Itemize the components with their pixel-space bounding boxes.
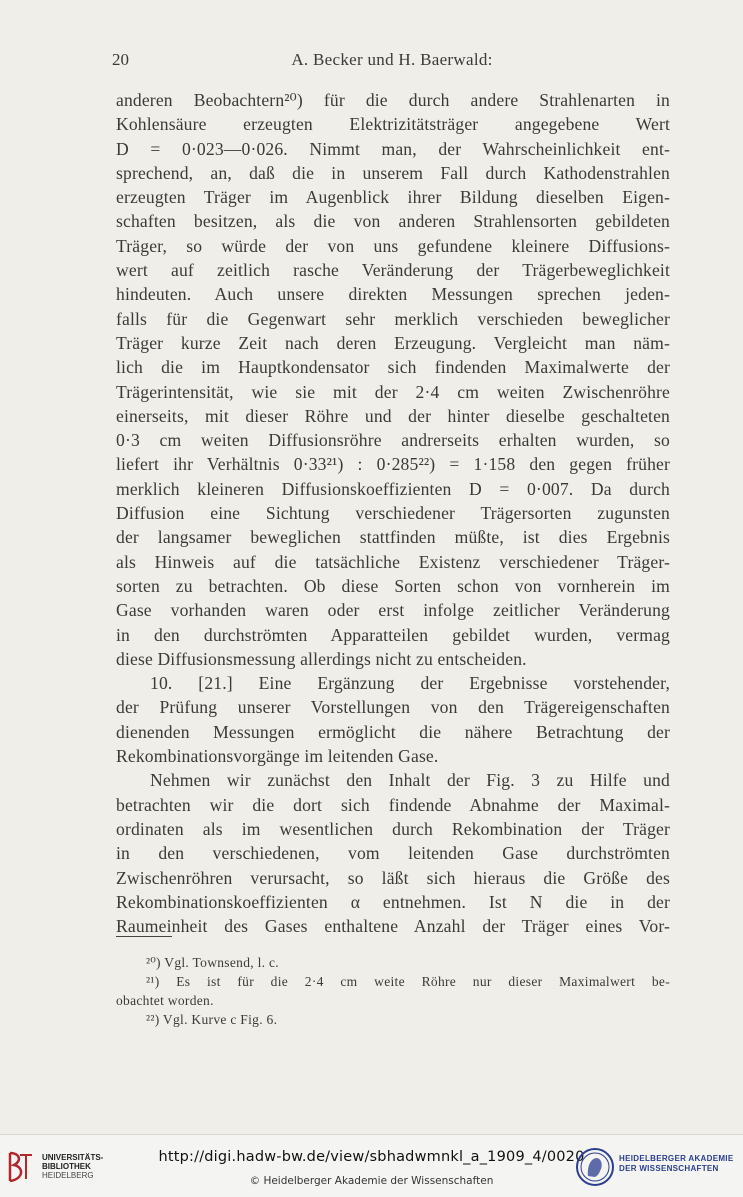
text-line: dienenden Messungen ermöglicht die nähere Betrachtung der <box>116 721 670 742</box>
text-line: der Prüfung unserer Vorstellungen von den Trägereigenschaften <box>116 697 670 718</box>
text-line: Gase vorhanden waren oder erst infolge zeitlicher Veränderung <box>116 600 670 621</box>
hadw-logo-text: HEIDELBERGER AKADEMIE DER WISSENSCHAFTEN <box>619 1154 734 1173</box>
text-line: sorten zu betrachten. Ob diese Sorten schon von vornherein im <box>116 575 670 596</box>
text-line: hindeuten. Auch unsere direkten Messungen sprechen jeden- <box>116 284 670 305</box>
text-line: lich die im Hauptkondensator sich findenden Maximalwerte der <box>116 357 670 378</box>
body-text <box>116 88 670 938</box>
text-line: anderen Beobachtern²⁰) für die durch andere Strahlenarten in <box>116 90 670 110</box>
footnote-20: ²⁰) Vgl. Townsend, l. c. <box>146 955 279 970</box>
footnotes <box>116 953 670 1029</box>
text-line: in den verschiedenen, vom leitenden Gase durchströmten <box>116 843 670 864</box>
text-line: in den durchströmten Apparatteilen gebildet wurden, vermag <box>116 624 670 645</box>
footnote-21: ²¹) Es ist für die 2·4 cm weite Röhre nur dieser Maximalwert be- <box>146 974 670 989</box>
text-line: sprechend, an, daß die in unserem Fall durch Kathodenstrahlen <box>116 162 670 183</box>
permalink-url[interactable]: http://digi.hadw-bw.de/view/sbhadwmnkl_a_1909_4/0020 <box>158 1149 585 1165</box>
footnote-21-continued: obachtet worden. <box>116 993 214 1008</box>
text-line: falls für die Gegenwart sehr merklich verschieden beweglicher <box>116 308 670 329</box>
text-line: merklich kleineren Diffusionskoeffizienten D = 0·007. Da durch <box>116 478 670 499</box>
text-line: liefert ihr Verhältnis 0·33²¹) : 0·285²²) = 1·158 den gegen früher <box>116 454 670 475</box>
text-line: Zwischenröhren verursacht, so läßt sich hieraus die Größe des <box>116 867 670 888</box>
footnote-divider <box>116 936 172 937</box>
text-line: Diffusion eine Sichtung verschiedener Trägersorten zugunsten <box>116 503 670 524</box>
text-line: schaften besitzen, als die von anderen Strahlensorten gebildeten <box>116 211 670 232</box>
text-line: einerseits, mit dieser Röhre und der hinter dieselbe geschalteten <box>116 405 670 426</box>
text-line: als Hinweis auf die tatsächliche Existenz verschiedener Träger- <box>116 551 670 572</box>
text-line: Trägerintensität, wie sie mit der 2·4 cm weiten Zwischenröhre <box>116 381 670 402</box>
running-head-title: A. Becker und H. Baerwald: <box>291 50 493 69</box>
page-number: 20 <box>112 50 129 69</box>
section-heading-line: 10. [21.] Eine Ergänzung der Ergebnisse vorstehender, <box>150 673 670 694</box>
text-line: betrachten wir die dort sich findende Abnahme der Maximal- <box>116 794 670 815</box>
text-line: erzeugten Träger im Augenblick ihrer Bildung dieselben Eigen- <box>116 187 670 208</box>
text-line: Rekombinationsvorgänge im leitenden Gase. <box>116 746 439 767</box>
text-line: Träger kurze Zeit nach deren Erzeugung. Vergleicht man näm- <box>116 332 670 353</box>
footnote-22: ²²) Vgl. Kurve c Fig. 6. <box>146 1012 278 1027</box>
text-line: Rekombinationskoeffizienten α entnehmen. Ist N die in der <box>116 891 670 912</box>
running-head <box>112 50 672 74</box>
paragraph-start-line: Nehmen wir zunächst den Inhalt der Fig. 3 zu Hilfe und <box>150 770 670 791</box>
text-line: Träger, so würde der von uns gefundene kleinere Diffusions- <box>116 235 670 256</box>
ub-logo-text: UNIVERSITÄTS- BIBLIOTHEK HEIDELBERG <box>42 1153 104 1180</box>
text-line: Kohlensäure erzeugten Elektrizitätsträger angegebene Wert <box>116 114 670 135</box>
copyright-notice: © Heidelberger Akademie der Wissenschaften <box>249 1175 494 1187</box>
text-line: Raumeinheit des Gases enthaltene Anzahl der Träger eines Vor- <box>116 916 670 937</box>
text-line: ordinaten als im wesentlichen durch Rekombination der Träger <box>116 818 670 839</box>
text-line: der langsamer beweglichen stattfinden müßte, ist dies Ergebnis <box>116 527 670 548</box>
viewer-footer <box>0 1134 743 1197</box>
text-line: 0·3 cm weiten Diffusionsröhre andrerseits erhalten wurden, so <box>116 430 670 451</box>
hadw-medallion-icon <box>575 1144 615 1190</box>
text-line: D = 0·023—0·026. Nimmt man, der Wahrscheinlichkeit ent- <box>116 138 670 159</box>
text-line: wert auf zeitlich rasche Veränderung der Trägerbeweglichkeit <box>116 260 670 281</box>
hadw-logo[interactable] <box>575 1141 741 1193</box>
text-line: diese Diffusionsmessung allerdings nicht zu entscheiden. <box>116 648 527 669</box>
